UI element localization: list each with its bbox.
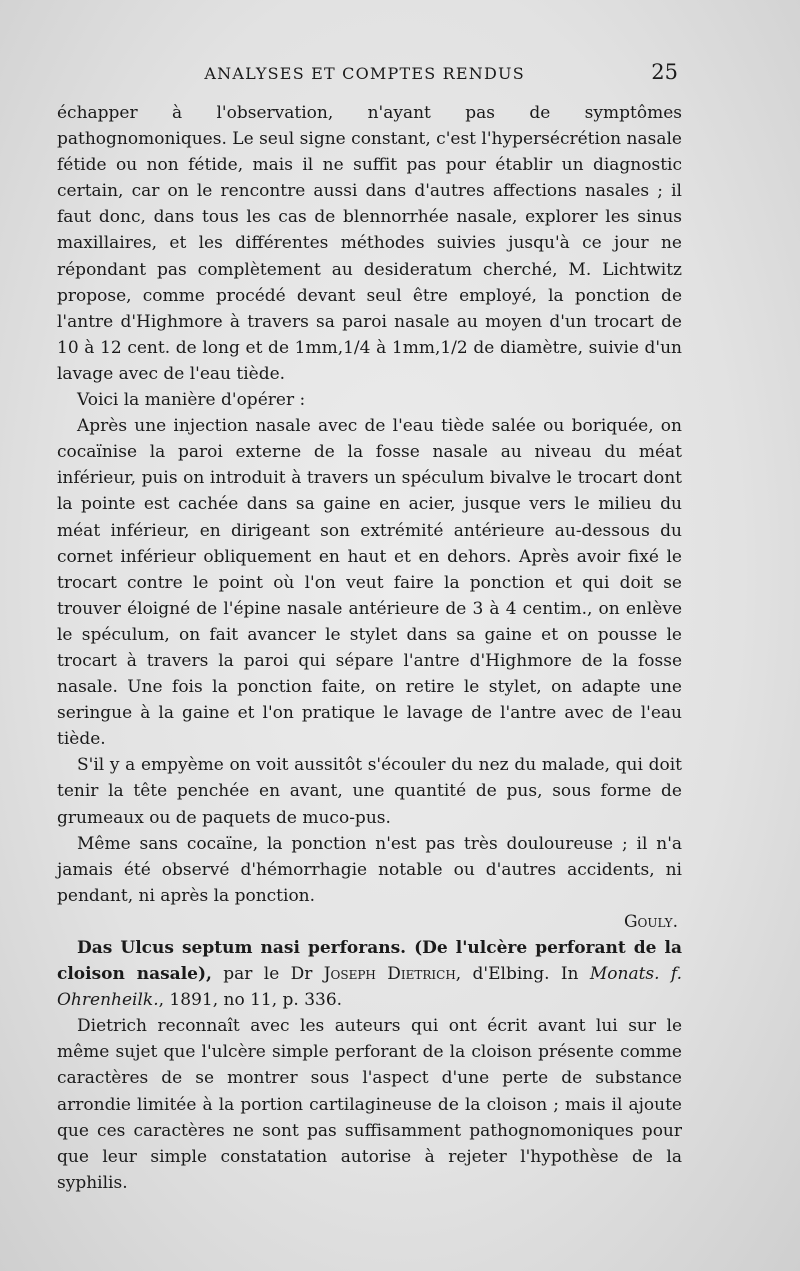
citation-place: , d'Elbing. In (455, 964, 590, 985)
page-number: 25 (651, 60, 678, 84)
paragraph-3: Après une injection nasale avec de l'eau tiède salée ou boriquée, on cocaïnise la paroi externe de la fosse nasale au niveau du méat inférieur, puis on introduit à travers un spéculum bivalve le trocart dont la pointe est cachée dans sa gaine en acier, jusque vers le milieu du méat inférieur, en dirigeant son extrémité antérieure au-dessous du cornet inférieur obliquement en haut et en dehors. Après avoir fixé le trocart contre le point où l'on veut faire la ponction et qui doit se trouver éloigné de l'épine nasale antérieure de 3 à 4 centim., on enlève le spéculum, on fait avancer le stylet dans sa gaine et on pousse le trocart à travers la paroi qui sépare l'antre d'Highmore de la fosse nasale. Une fois la ponction faite, on retire le stylet, on adapte une seringue à la gaine et l'on pratique le lavage de l'antre avec de l'eau tiède. (57, 416, 682, 750)
running-head: ANALYSES ET COMPTES RENDUS (204, 64, 525, 83)
paragraph-7: Dietrich reconnaît avec les auteurs qui ont écrit avant lui sur le même sujet que l'ulcère simple perforant de la cloison présente comme caractères de se montrer sous l'aspect d'une perte de substance arrondie limitée à la portion cartilagineuse de la cloison ; mais il ajoute que ces caractères ne sont pas suffisamment pathognomoniques pour que leur simple constatation autorise à rejeter l'hypothèse de la syphilis. (57, 1016, 682, 1193)
author-signature: Gouly. (623, 911, 678, 932)
citation-par: par le Dr (211, 964, 324, 985)
review-citation (57, 935, 682, 1013)
paragraph-5: Même sans cocaïne, la ponction n'est pas très douloureuse ; il n'a jamais été observé d'hémorrhagie notable ou d'autres accidents, ni pendant, ni après la ponction. (57, 833, 682, 906)
paragraph-2: Voici la manière d'opérer : (77, 390, 306, 411)
article-title: Das Ulcus septum nasi perforans. (De l'ulcère perforant de la cloison nasale), (57, 938, 682, 985)
body-text (57, 100, 682, 1196)
citation-journal: Monats. f. Ohrenheilk. (57, 964, 682, 1011)
citation-author: Joseph Dietrich (323, 964, 456, 985)
paragraph-1: échapper à l'observation, n'ayant pas de symptômes pathognomoniques. Le seul signe constant, c'est l'hypersécrétion nasale fétide ou non fétide, mais il ne suffit pas pour établir un diagnostic certain, car on le rencontre aussi dans d'autres affections nasales ; il faut donc, dans tous les cas de blennorrhée nasale, explorer les sinus maxillaires, et les différentes méthodes suivies jusqu'à ce jour ne répondant pas complètement au desideratum cherché, M. Lichtwitz propose, comme procédé devant seul être employé, la ponction de l'antre d'Highmore à travers sa paroi nasale au moyen d'un trocart de 10 à 12 cent. de long et de 1mm,1/4 à 1mm,1/2 de diamètre, suivie d'un lavage avec de l'eau tiède. (57, 103, 682, 384)
citation-ref: , 1891, no 11, p. 336. (158, 990, 343, 1011)
page-header (58, 60, 678, 84)
paragraph-4: S'il y a empyème on voit aussitôt s'écouler du nez du malade, qui doit tenir la tête penchée en avant, une quantité de pus, sous forme de grumeaux ou de paquets de muco-pus. (57, 755, 682, 828)
